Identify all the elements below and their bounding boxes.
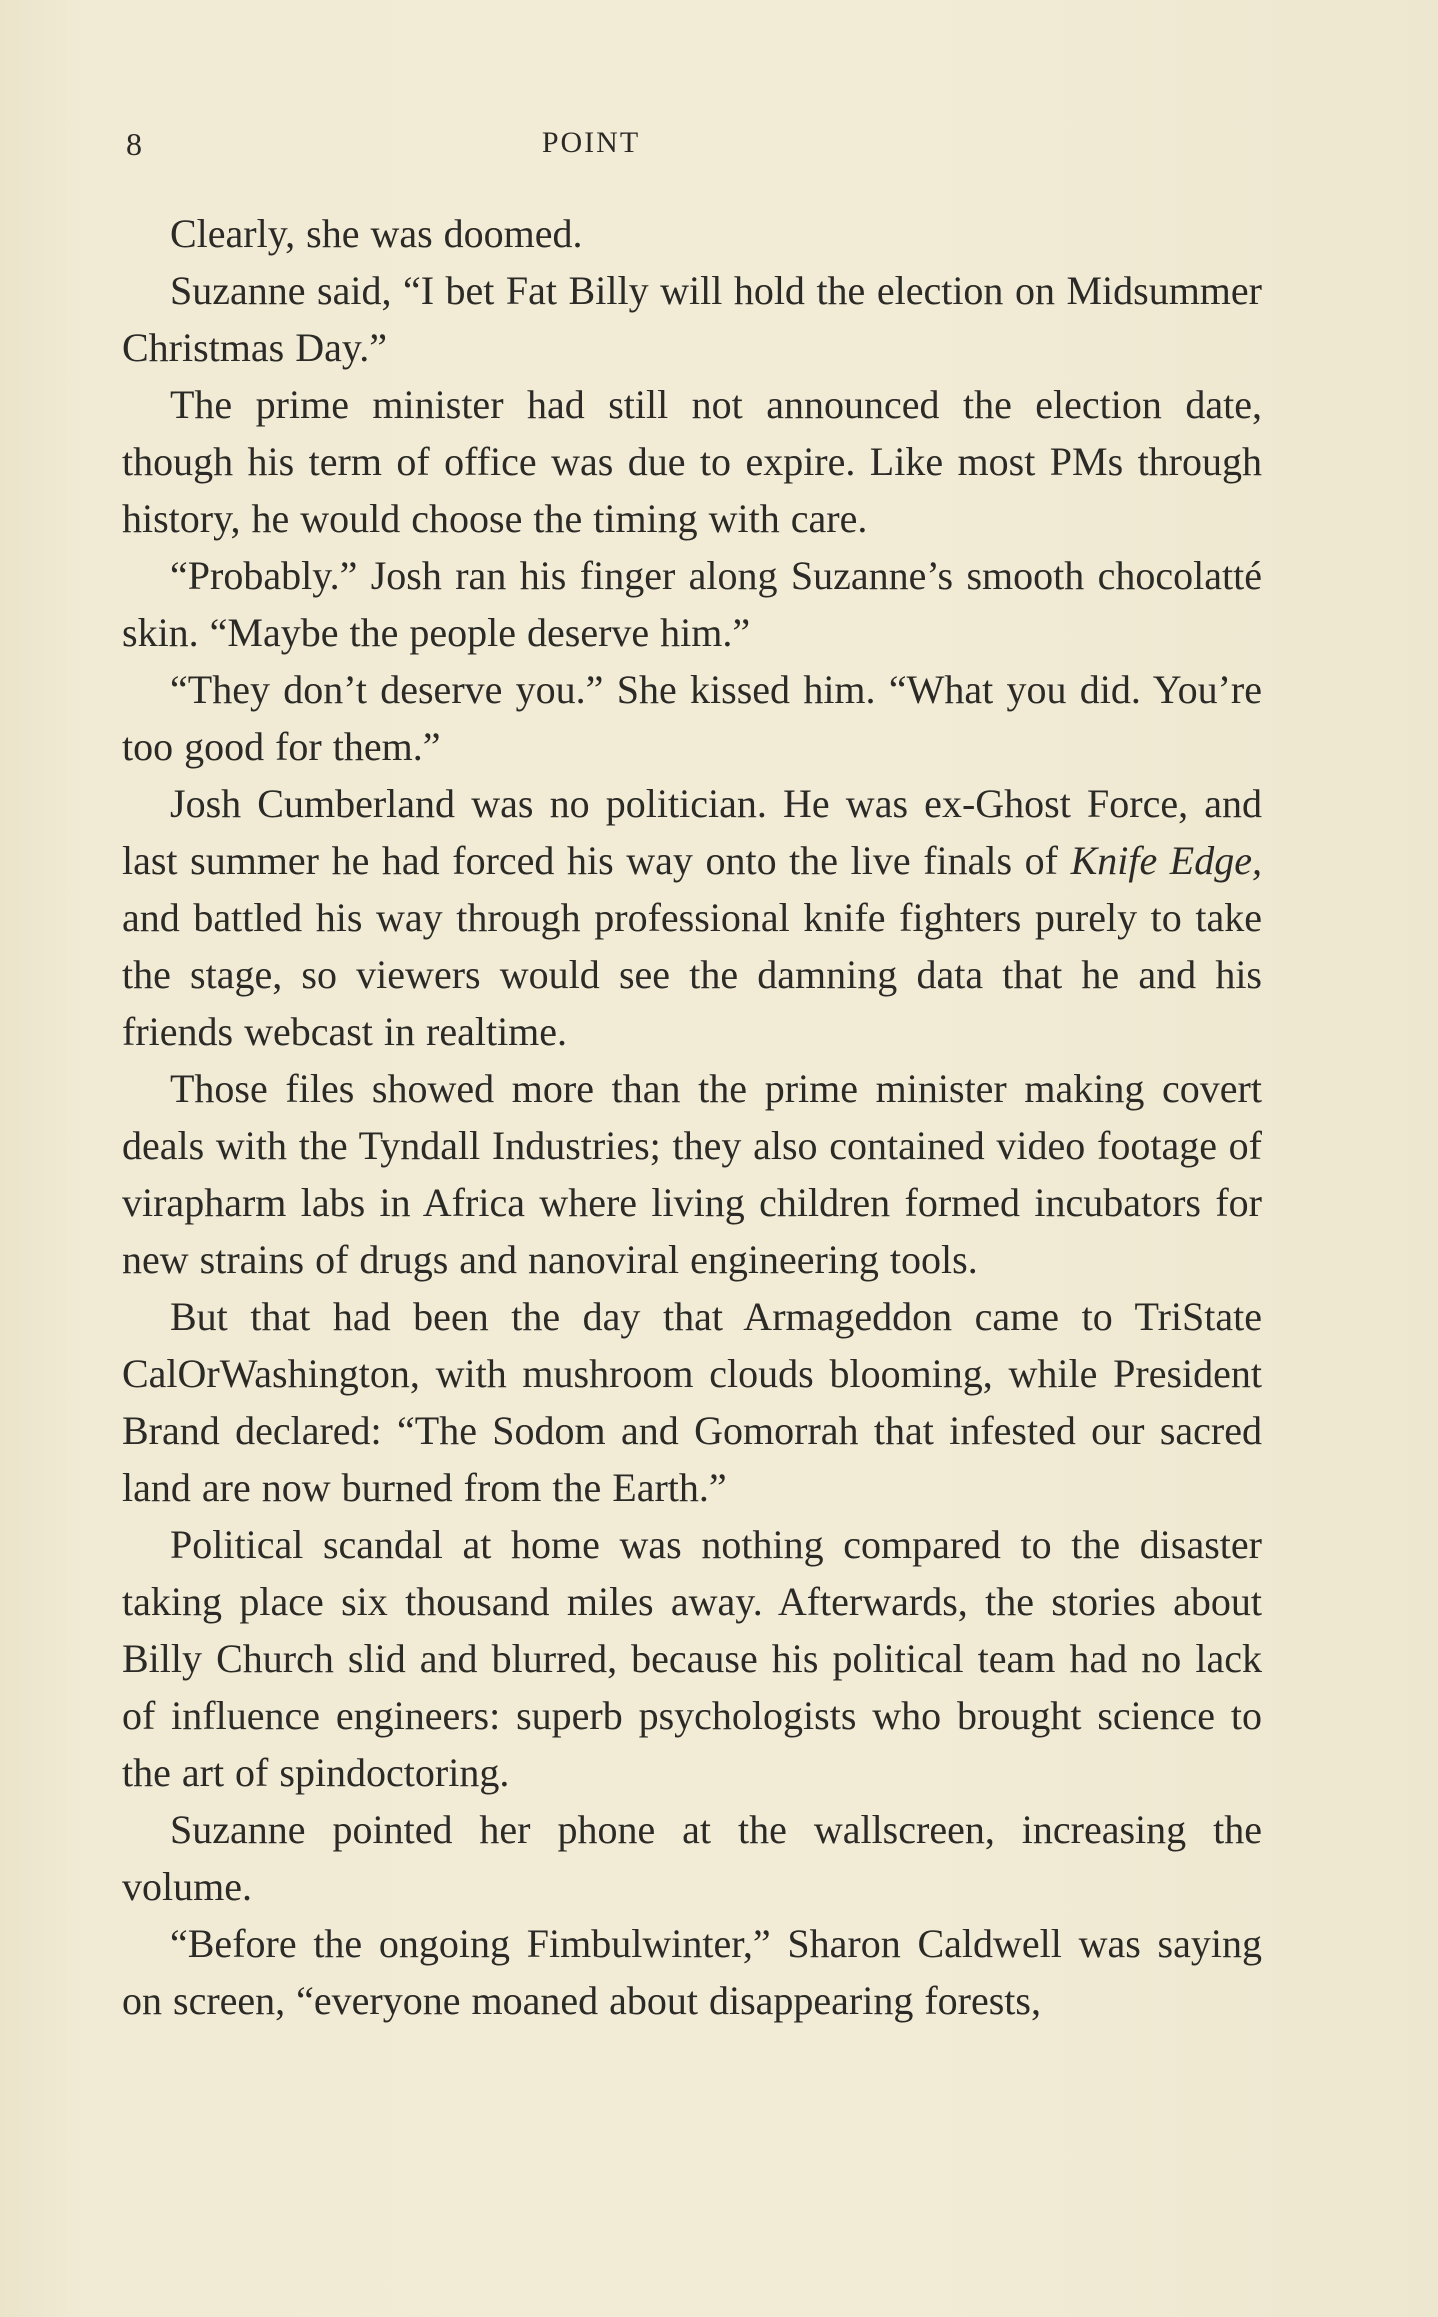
page-number: 8 [126, 126, 143, 162]
running-head: POINT [541, 126, 641, 159]
paragraph-segment: Josh Cumberland was no politician. He was ex-Ghost Force, and last summer he had forced his way onto the live finals of [122, 781, 1262, 883]
paragraph [122, 775, 1262, 1060]
paragraph: The prime minister had still not announced the election date, though his term of office was due to expire. Like most PMs through history, he would choose the timing with care. [122, 382, 1262, 541]
body-text [122, 205, 1262, 2029]
paragraph-segment: and battled his way through professional knife fighters purely to take the stage, so viewers would see the damning data that he and his friends webcast in realtime. [122, 895, 1262, 1054]
paragraph: “They don’t deserve you.” She kissed him. “What you did. You’re too good for them.” [122, 667, 1262, 769]
paragraph: Clearly, she was doomed. [170, 211, 583, 256]
paragraph: Those files showed more than the prime minister making covert deals with the Tyndall Industries; they also contained video footage of virapharm labs in Africa where living children formed incubators for new strains of drugs and nanoviral engineering tools. [122, 1066, 1262, 1282]
book-title-italic: Knife Edge, [1070, 838, 1262, 883]
paragraph: Suzanne pointed her phone at the wallscreen, increasing the volume. [122, 1807, 1262, 1909]
paragraph: “Before the ongoing Fimbulwinter,” Sharon Caldwell was saying on screen, “everyone moaned about disappearing forests, [122, 1921, 1262, 2023]
paragraph: But that had been the day that Armageddon came to TriState CalOrWashington, with mushroom clouds blooming, while President Brand declared: “The Sodom and Gomorrah that infested our sacred land are now burned from the Earth.” [122, 1294, 1262, 1510]
paragraph: Political scandal at home was nothing compared to the disaster taking place six thousand miles away. Afterwards, the stories about Billy Church slid and blurred, because his political team had no lack of influence engineers: superb psychologists who brought science to the art of spindoctoring. [122, 1522, 1262, 1795]
page-header [126, 126, 1256, 172]
paragraph: Suzanne said, “I bet Fat Billy will hold the election on Midsummer Christmas Day.” [122, 268, 1262, 370]
paragraph: “Probably.” Josh ran his finger along Suzanne’s smooth chocolatté skin. “Maybe the people deserve him.” [122, 553, 1262, 655]
